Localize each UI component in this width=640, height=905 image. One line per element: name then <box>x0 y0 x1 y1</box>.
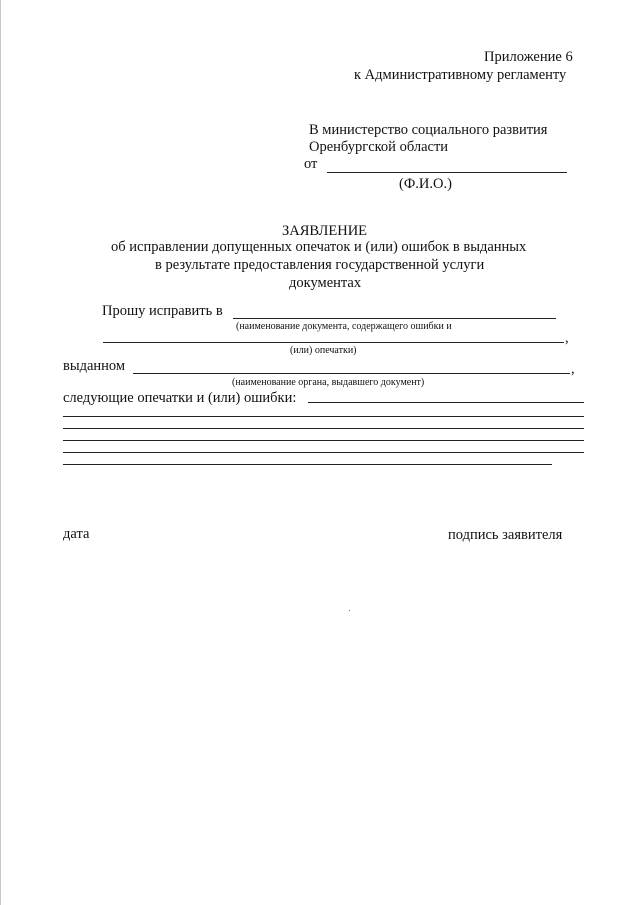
from-label: от <box>304 156 318 172</box>
title-subline-2: в результате предоставления государственной услуги <box>155 257 485 273</box>
errors-input-line-1[interactable] <box>308 402 584 403</box>
fio-input-line[interactable] <box>327 172 567 173</box>
document-name-caption-2: (или) опечатки) <box>290 345 357 356</box>
signature-label: подпись заявителя <box>448 527 563 543</box>
comma-1: , <box>565 330 569 346</box>
scan-speck <box>349 610 350 611</box>
errors-input-line-5[interactable] <box>63 452 584 453</box>
issued-label: выданном <box>63 358 126 374</box>
errors-input-line-6[interactable] <box>63 464 552 465</box>
issuer-name-line[interactable] <box>133 373 570 374</box>
document-title: ЗАЯВЛЕНИЕ <box>282 223 368 239</box>
document-name-caption-1: (наименование документа, содержащего ошибки и <box>236 321 452 332</box>
title-subline-3: документах <box>289 275 362 291</box>
fio-caption: (Ф.И.О.) <box>399 176 452 192</box>
page-left-edge <box>0 0 1 905</box>
errors-label: следующие опечатки и (или) ошибки: <box>63 390 297 406</box>
errors-input-line-4[interactable] <box>63 440 584 441</box>
comma-2: , <box>571 361 575 377</box>
appendix-regulation: к Административному регламенту <box>354 67 567 83</box>
request-label: Прошу исправить в <box>102 303 223 319</box>
errors-input-line-3[interactable] <box>63 428 584 429</box>
appendix-number: Приложение 6 <box>484 49 573 65</box>
issuer-caption: (наименование органа, выдавшего документ) <box>232 377 425 388</box>
addressee-region: Оренбургской области <box>309 139 449 155</box>
document-name-line-1[interactable] <box>233 318 556 319</box>
title-subline-1: об исправлении допущенных опечаток и (или) ошибок в выданных <box>111 239 527 255</box>
date-label: дата <box>63 526 90 542</box>
errors-input-line-2[interactable] <box>63 416 584 417</box>
document-name-line-2[interactable] <box>103 342 564 343</box>
addressee-ministry: В министерство социального развития <box>309 122 548 138</box>
